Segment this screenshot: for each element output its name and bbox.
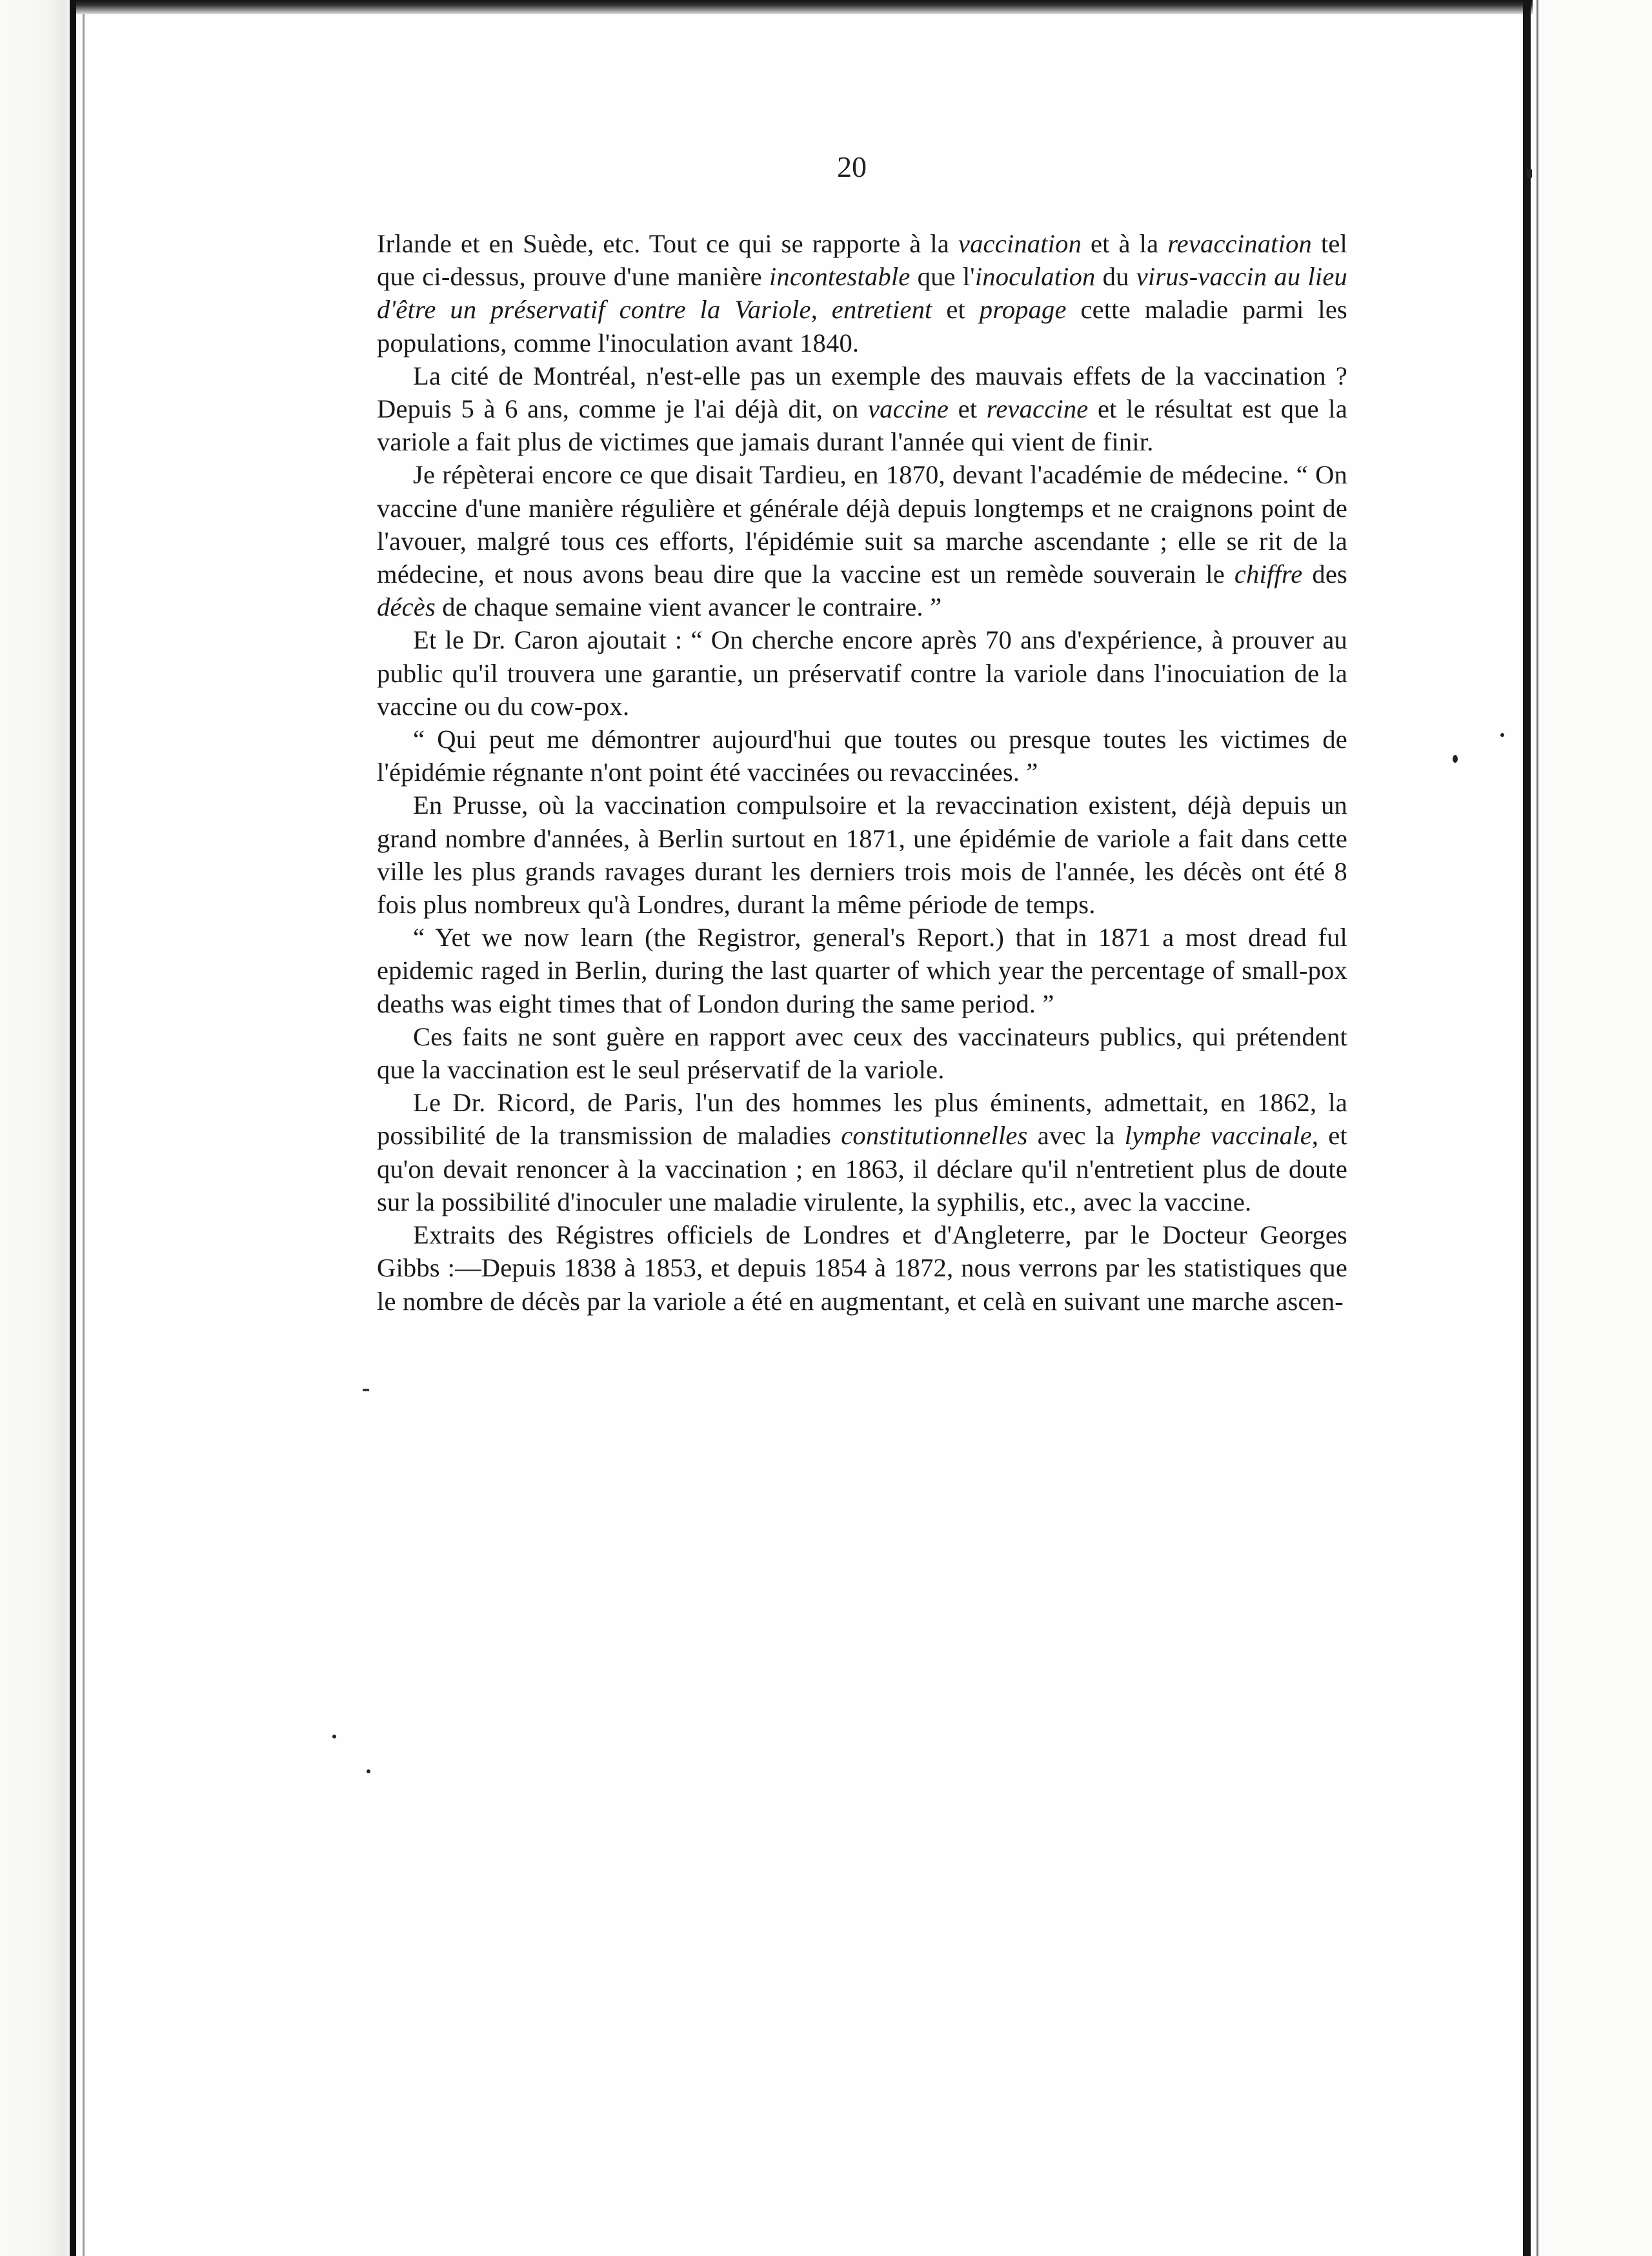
scan-speck	[367, 1769, 370, 1773]
italic-text: chiffre	[1234, 559, 1303, 589]
paragraph	[377, 789, 1347, 921]
italic-text: lymphe vaccinale	[1124, 1121, 1312, 1151]
text-run: du	[1095, 262, 1136, 292]
italic-text: vaccine	[868, 394, 949, 424]
top-page-edge	[76, 0, 1555, 14]
body-text	[377, 227, 1347, 1318]
text-run: et le résultat est que la variole a fait plus de victimes que jamais durant l'année qui vient de finir.	[377, 394, 1348, 457]
italic-text: revaccine	[986, 394, 1089, 424]
scan-speck	[1500, 733, 1504, 737]
text-run: En Prusse, où la vaccination compulsoire et la revaccination existent, déjà depuis un grand nombre d'années, à Berlin surtout en 1871, une épidémie de variole a fait dans cette ville les plus grands ravages durant les derniers trois mois de l'année, les décès ont été 8 fois plus nombreux qu'à Londres, durant la même période de temps.	[377, 791, 1347, 920]
paragraph	[377, 921, 1347, 1020]
italic-text: inoculation	[974, 262, 1096, 292]
paragraph	[377, 227, 1347, 359]
text-run: et à la	[1082, 229, 1168, 258]
italic-text: vaccination	[958, 229, 1082, 258]
text-run: tel que ci-dessus, prouve d'une manière	[377, 229, 1347, 292]
paragraph	[377, 458, 1347, 623]
text-run: et	[932, 295, 980, 325]
paragraph	[377, 623, 1347, 723]
italic-text: virus-vaccin au lieu d'être un préservatif contre la Variole, entretient	[377, 262, 1347, 325]
text-run: , et qu'on devait renoncer à la vaccination ; en 1863, il déclare qu'il n'entretient plus de doute sur la possibilité d'inoculer une maladie virulente, la syphilis, etc., avec la vaccine.	[377, 1121, 1347, 1216]
italic-text: incontestable	[769, 262, 911, 292]
margin-dash-mark	[363, 1389, 369, 1391]
page-number: 20	[837, 150, 867, 183]
scan-speck	[332, 1735, 336, 1738]
paragraph	[377, 1020, 1347, 1086]
right-page-edge	[1523, 0, 1531, 2256]
scan-speck	[1453, 755, 1458, 763]
text-run: de chaque semaine vient avancer le contraire. ”	[435, 592, 942, 622]
text-run: Extraits des Régistres officiels de Londres et d'Angleterre, par le Docteur Georges Gibbs :—Depuis 1838 à 1853, et depuis 1854 à 1872, nous verrons par les statistiques que le nombre de décès par la variole a été en augmentant, et celà en suivant une marche ascen-	[377, 1220, 1347, 1316]
paragraph	[377, 1218, 1347, 1318]
text-run: Je répèterai encore ce que disait Tardieu, en 1870, devant l'académie de médecine. “ On vaccine d'une manière régulière et générale déjà depuis longtemps et ne craignons point de l'avouer, malgré tous ces efforts, l'épidémie suit sa marche ascendante ; elle se rit de la médecine, et nous avons beau dire que la vaccine est un remède souverain le	[377, 460, 1347, 589]
text-run: “ Yet we now learn (the Registror, general's Report.) that in 1871 a most dread ful epidemic raged in Berlin, during the last quarter of which year the percentage of small-pox deaths was eight times that of London during the same period. ”	[377, 923, 1347, 1018]
italic-text: décès	[377, 592, 436, 622]
italic-text: propage	[979, 295, 1067, 325]
text-run: Irlande et en Suède, etc. Tout ce qui se rapporte à la	[377, 229, 958, 258]
text-run: et	[949, 394, 987, 424]
italic-text: constitutionnelles	[841, 1121, 1028, 1151]
text-run: Le Dr. Ricord, de Paris, l'un des hommes les plus éminents, admettait, en 1862, la possibilité de la transmission de maladies	[377, 1088, 1347, 1151]
right-page-shadow	[1536, 0, 1538, 2256]
scan-speck	[1527, 169, 1532, 178]
italic-text: revaccination	[1167, 229, 1312, 258]
text-run: des	[1302, 559, 1347, 589]
text-run: cette maladie parmi les populations, comme l'inoculation avant 1840.	[377, 295, 1348, 358]
text-run: La cité de Montréal, n'est-elle pas un exemple des mauvais effets de la vaccination ? Depuis 5 à 6 ans, comme je l'ai déjà dit, on	[377, 361, 1347, 424]
paragraph	[377, 723, 1347, 789]
text-run: “ Qui peut me démontrer aujourd'hui que toutes ou presque toutes les victimes de l'épidémie régnante n'ont point été vaccinées ou revaccinées. ”	[377, 725, 1347, 787]
left-scan-margin	[0, 0, 76, 2256]
text-run: Ces faits ne sont guère en rapport avec ceux des vaccinateurs publics, qui prétendent que la vaccination est le seul préservatif de la variole.	[377, 1022, 1347, 1085]
text-run: Et le Dr. Caron ajoutait : “ On cherche encore après 70 ans d'expérience, à prouver au public qu'il trouvera une garantie, un préservatif contre la variole dans l'inocuiation de la vaccine ou du cow-pox.	[377, 625, 1347, 721]
paragraph	[377, 359, 1347, 459]
right-scan-margin	[1533, 0, 1652, 2256]
left-binding-edge	[70, 0, 76, 2256]
paragraph	[377, 1086, 1347, 1218]
text-run: que l'	[910, 262, 975, 292]
text-run: avec la	[1027, 1121, 1125, 1151]
